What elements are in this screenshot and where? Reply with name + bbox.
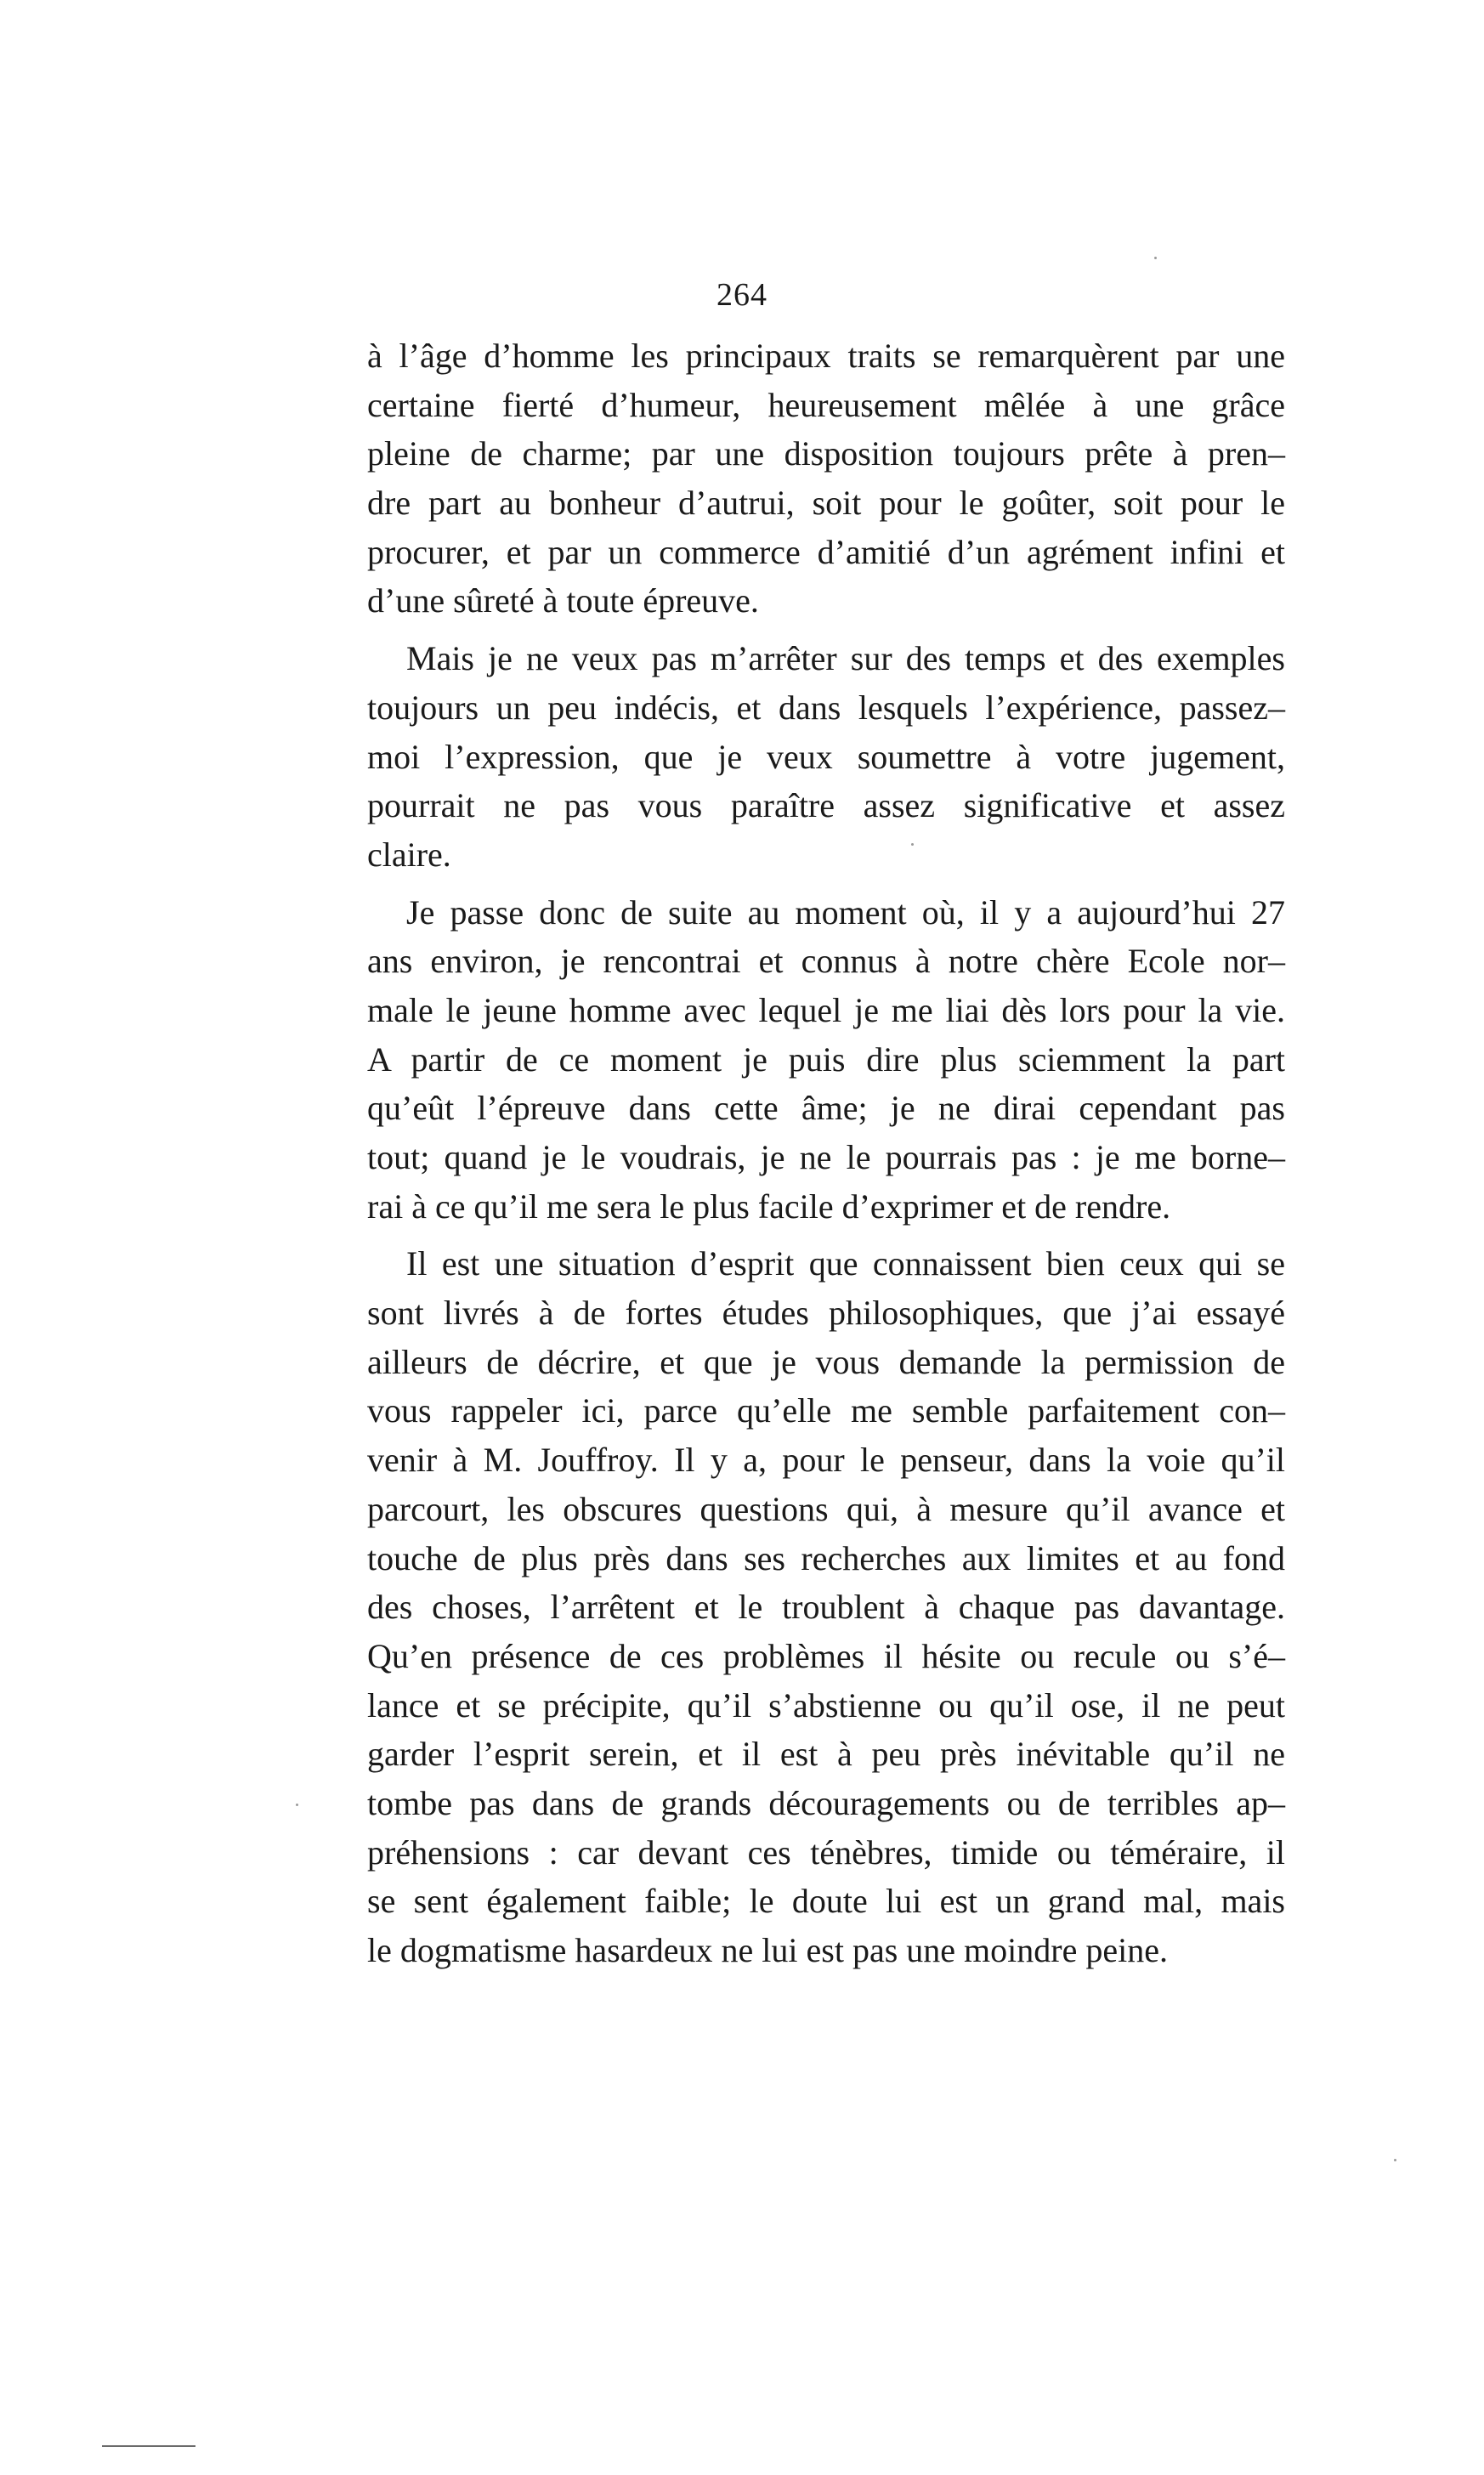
scan-speck: [296, 1804, 298, 1806]
text-line: moi l’expression, que je veux soumettre à votre jugement,: [367, 737, 1285, 776]
text-line: Qu’en présence de ces problèmes il hésite ou recule ou s’é–: [367, 1636, 1285, 1675]
paragraph: [367, 1239, 1285, 1974]
text-line: tout; quand je le voudrais, je ne le pourrais pas : je me borne–: [367, 1138, 1285, 1176]
paragraph: [367, 888, 1285, 1232]
text-line: parcourt, les obscures questions qui, à mesure qu’il avance et: [367, 1489, 1285, 1528]
scan-speck: [911, 843, 914, 846]
text-line: rai à ce qu’il me sera le plus facile d’exprimer et de rendre.: [367, 1187, 1171, 1226]
text-line: préhensions : car devant ces ténèbres, timide ou téméraire, il: [367, 1832, 1285, 1872]
text-line: à l’âge d’homme les principaux traits se remarquèrent par une: [367, 337, 1285, 375]
body-text: [367, 331, 1285, 1975]
paragraph-gap: [367, 626, 1285, 634]
page-number: 264: [717, 277, 767, 313]
text-line: Mais je ne veux pas m’arrêter sur des temps et des exemples: [406, 639, 1285, 678]
paragraph: [367, 634, 1285, 879]
text-line: procurer, et par un commerce d’amitié d’un agrément infini et: [367, 532, 1285, 571]
text-line: certaine fierté d’humeur, heureusement mêlée à une grâce: [367, 385, 1285, 424]
text-line: Il est une situation d’esprit que connaissent bien ceux qui se: [406, 1244, 1285, 1283]
paragraph-gap: [367, 1231, 1285, 1239]
text-line: pleine de charme; par une disposition toujours prête à pren–: [367, 434, 1285, 473]
text-line: garder l’esprit serein, et il est à peu près inévitable qu’il ne: [367, 1735, 1285, 1774]
paragraph-gap: [367, 880, 1285, 888]
text-line: sont livrés à de fortes études philosophiques, que j’ai essayé: [367, 1294, 1285, 1333]
scan-speck: [1154, 257, 1157, 259]
text-line: se sent également faible; le doute lui est un grand mal, mais: [367, 1882, 1285, 1921]
scan-speck: [1394, 2159, 1396, 2161]
text-line: d’une sûreté à toute épreuve.: [367, 581, 759, 620]
text-line: touche de plus près dans ses recherches aux limites et au fond: [367, 1538, 1285, 1577]
scan-edge-rule: [102, 2445, 195, 2447]
paragraph: [367, 331, 1285, 626]
text-line: Je passe donc de suite au moment où, il y a aujourd’hui 27: [406, 892, 1285, 932]
text-line: ans environ, je rencontrai et connus à notre chère Ecole nor–: [367, 942, 1285, 981]
text-line: qu’eût l’épreuve dans cette âme; je ne dirai cependant pas: [367, 1089, 1285, 1128]
text-line: le dogmatisme hasardeux ne lui est pas une moindre peine.: [367, 1931, 1168, 1969]
text-line: toujours un peu indécis, et dans lesquels l’expérience, passez–: [367, 688, 1285, 727]
text-line: claire.: [367, 835, 451, 874]
text-line: tombe pas dans de grands découragements ou de terribles ap–: [367, 1783, 1285, 1822]
text-line: des choses, l’arrêtent et le troublent à chaque pas davantage.: [367, 1588, 1285, 1627]
text-line: male le jeune homme avec lequel je me liai dès lors pour la vie.: [367, 990, 1285, 1029]
text-line: ailleurs de décrire, et que je vous demande la permission de: [367, 1342, 1285, 1381]
text-line: dre part au bonheur d’autrui, soit pour le goûter, soit pour le: [367, 484, 1285, 523]
text-line: lance et se précipite, qu’il s’abstienne ou qu’il ose, il ne peut: [367, 1685, 1285, 1725]
text-line: A partir de ce moment je puis dire plus sciemment la part: [367, 1039, 1285, 1079]
text-line: pourrait ne pas vous paraître assez significative et assez: [367, 786, 1285, 825]
text-line: venir à M. Jouffroy. Il y a, pour le penseur, dans la voie qu’il: [367, 1441, 1285, 1480]
text-line: vous rappeler ici, parce qu’elle me semble parfaitement con–: [367, 1391, 1285, 1430]
